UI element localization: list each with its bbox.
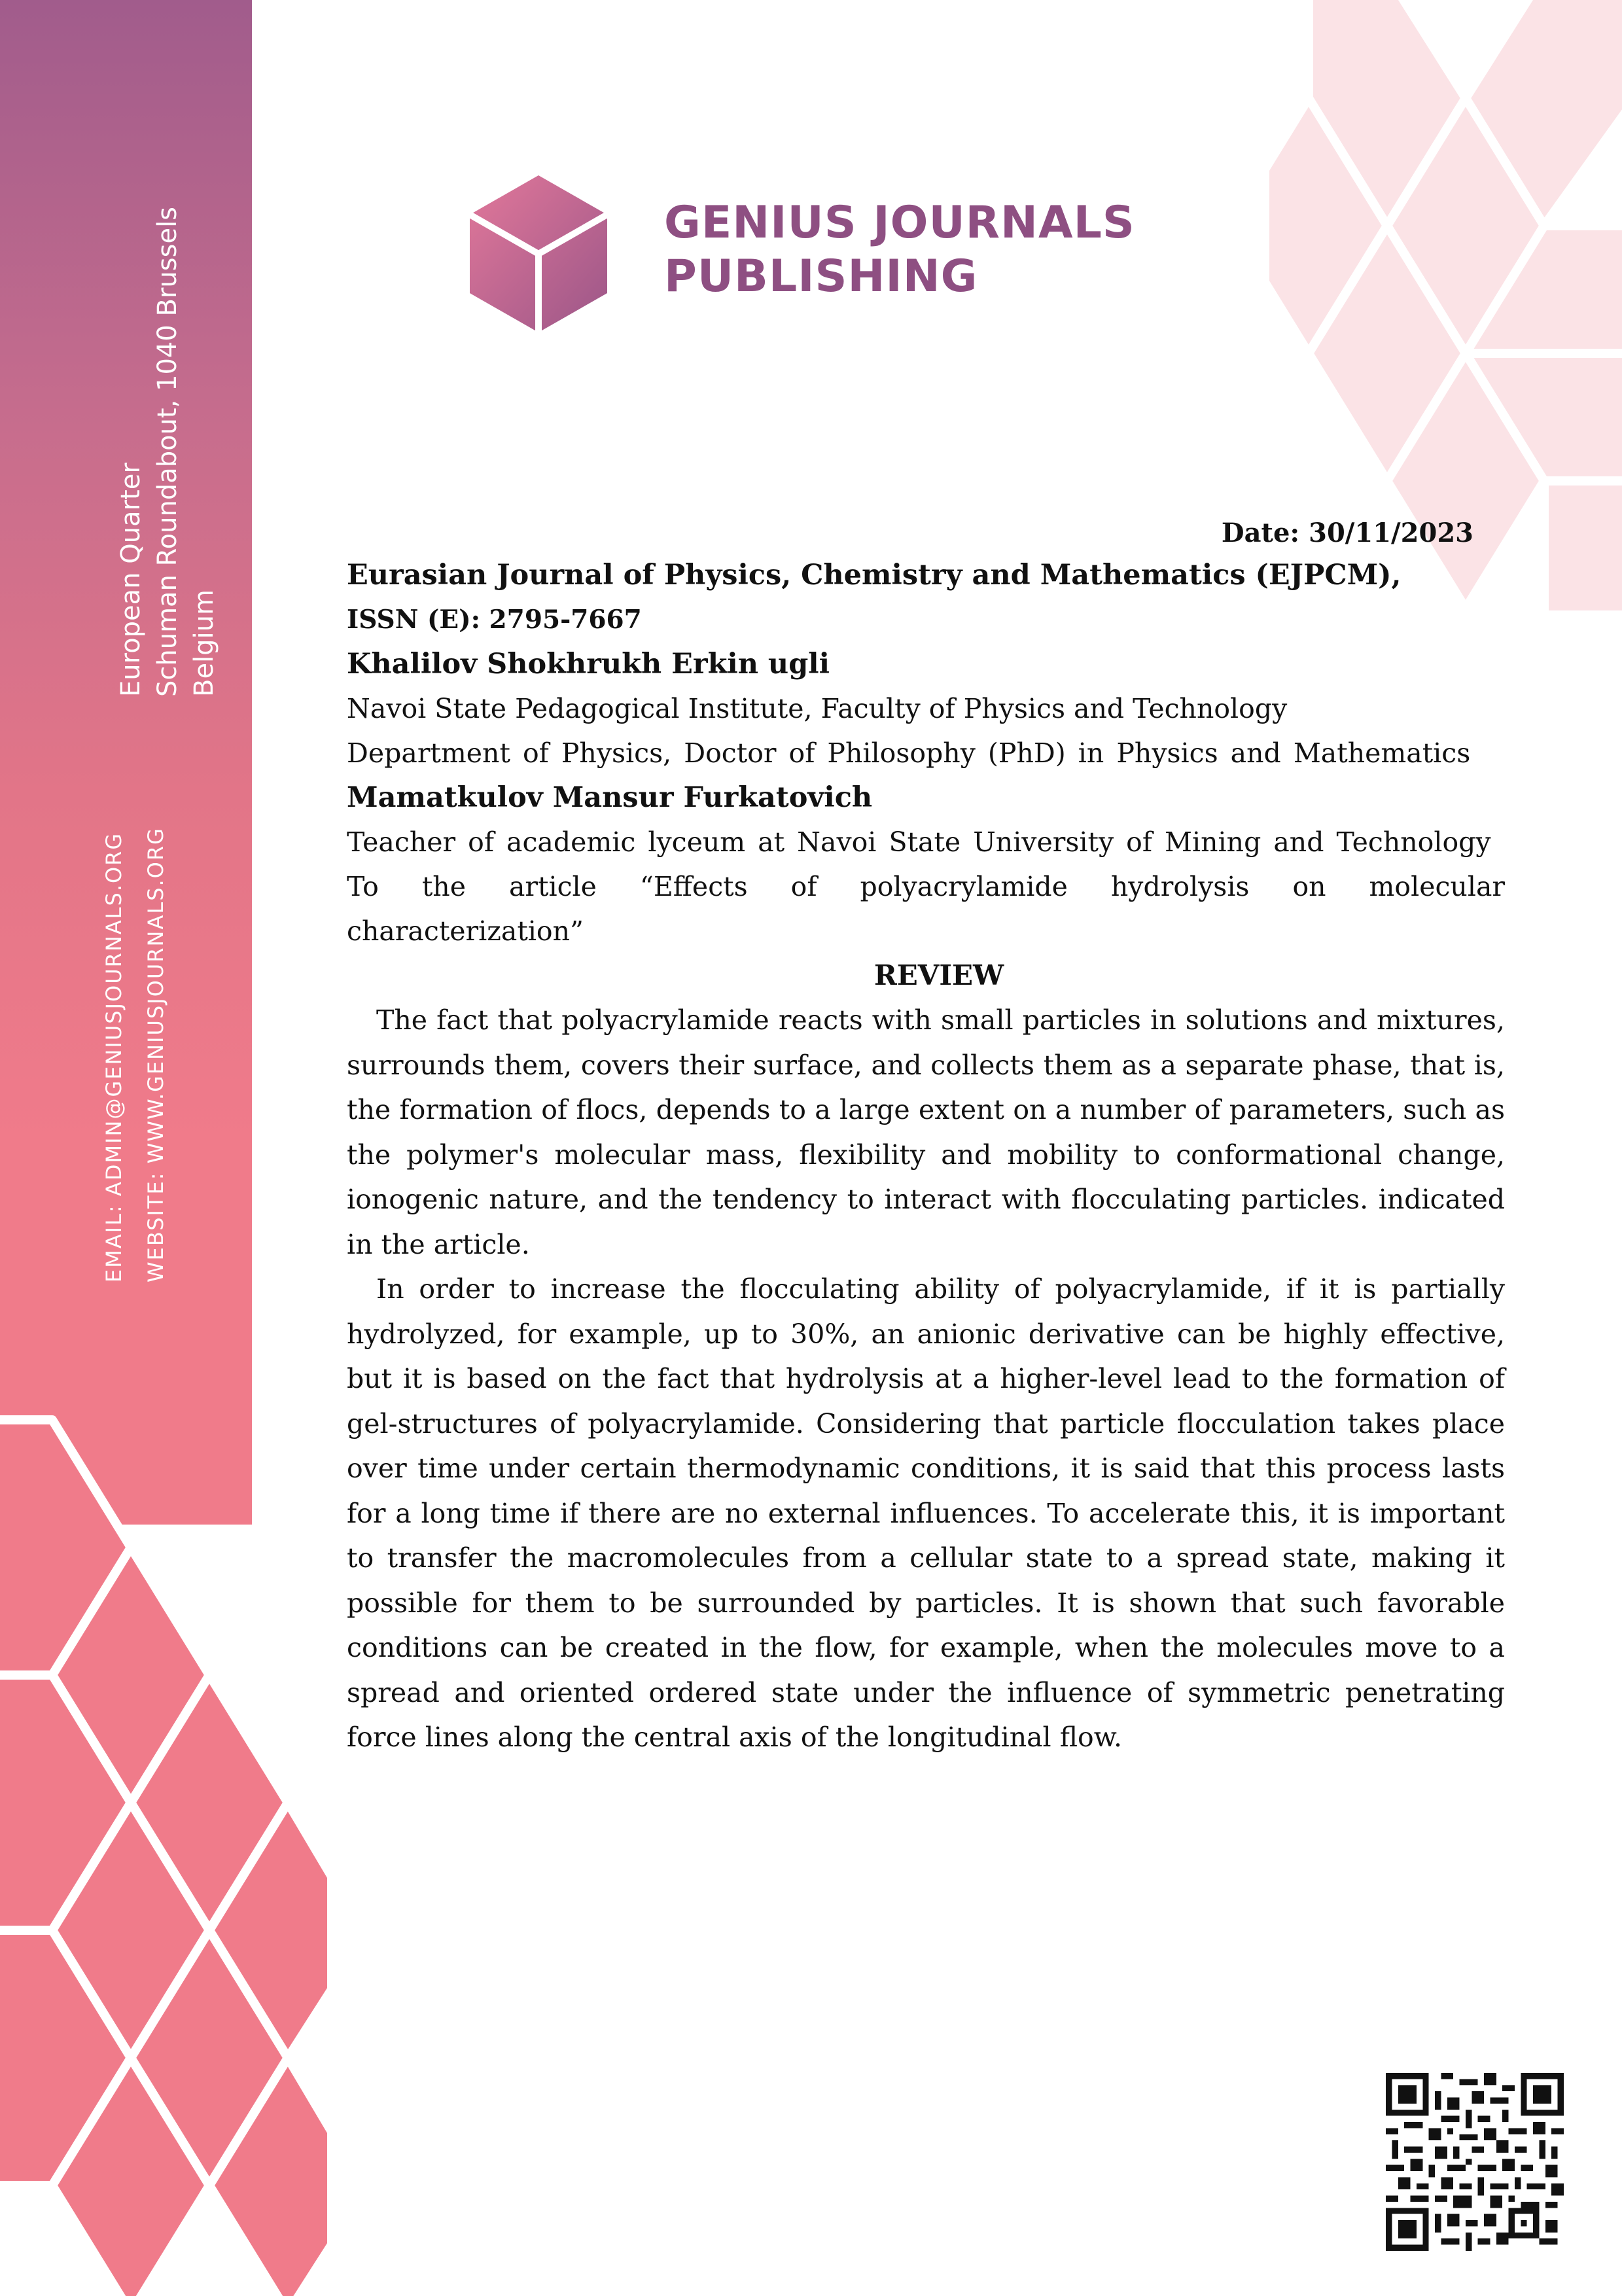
journal-title: Eurasian Journal of Physics, Chemistry and Mathematics (EJPCM), bbox=[347, 559, 1402, 592]
logo-line-2: PUBLISHING bbox=[664, 251, 978, 302]
website-text: WEBSITE: WWW.GENIUSJOURNALS.ORG bbox=[143, 827, 168, 1282]
publisher-logo-text bbox=[664, 196, 1135, 304]
address-block bbox=[113, 207, 222, 697]
review-paragraph-1: The fact that polyacrylamide reacts with small particles in solutions and mixtures, surrounds them, covers their surface, and collects them as a separate phase, that is, the formation of flocs, depends to a large extent on a number of parameters, such as the polymer's molecular mass, flexibility and mobility to conformational change, ionogenic nature, and the tendency to interact with flocculating particles. indicated in the article. bbox=[347, 1004, 1505, 1260]
hex-pattern-left-icon bbox=[0, 1407, 327, 2296]
contact-block bbox=[93, 827, 177, 1282]
document-body bbox=[347, 514, 1505, 1760]
address-line-1: European Quarter bbox=[116, 463, 146, 697]
affiliation-1-line-1: Navoi State Pedagogical Institute, Faculty of Physics and Technology bbox=[347, 693, 1288, 724]
logo-line-1: GENIUS JOURNALS bbox=[664, 197, 1135, 249]
issn: ISSN (E): 2795-7667 bbox=[347, 605, 642, 635]
qr-code-icon bbox=[1386, 2073, 1564, 2251]
address-line-2: Schuman Roundabout, 1040 Brussels bbox=[152, 206, 183, 697]
affiliation-2: Teacher of academic lyceum at Navoi State University of Mining and Technology bbox=[347, 826, 1491, 858]
author-1: Khalilov Shokhrukh Erkin ugli bbox=[347, 648, 830, 680]
author-2: Mamatkulov Mansur Furkatovich bbox=[347, 781, 873, 814]
document-date: Date: 30/11/2023 bbox=[1221, 518, 1473, 548]
address-line-3: Belgium bbox=[189, 590, 219, 697]
article-reference: To the article “Effects of polyacrylamide hydrolysis on molecular characterization” bbox=[347, 871, 1505, 947]
cube-logo-icon bbox=[470, 175, 607, 332]
email-text: EMAIL: ADMIN@GENIUSJOURNALS.ORG bbox=[101, 832, 126, 1282]
affiliation-1-line-2: Department of Physics, Doctor of Philosophy (PhD) in Physics and Mathematics bbox=[347, 737, 1471, 769]
sidebar bbox=[0, 0, 252, 1525]
review-paragraph-2: In order to increase the flocculating ability of polyacrylamide, if it is partially hydrolyzed, for example, up to 30%, an anionic derivative can be highly effective, but it is based on the fact that hydrolysis at a higher-level lead to the formation of gel-structures of polyacrylamide. Considering that particle flocculation takes place over time under certain thermodynamic conditions, it is said that this process lasts for a long time if there are no external influences. To accelerate this, it is important to transfer the macromolecules from a cellular state to a spread state, making it possible for them to be surrounded by particles. It is shown that such favorable conditions can be created in the flow, for example, when the molecules move to a spread and oriented ordered state under the influence of symmetric penetrating force lines along the central axis of the longitudinal flow. bbox=[347, 1273, 1505, 1753]
review-heading: REVIEW bbox=[873, 959, 1004, 991]
